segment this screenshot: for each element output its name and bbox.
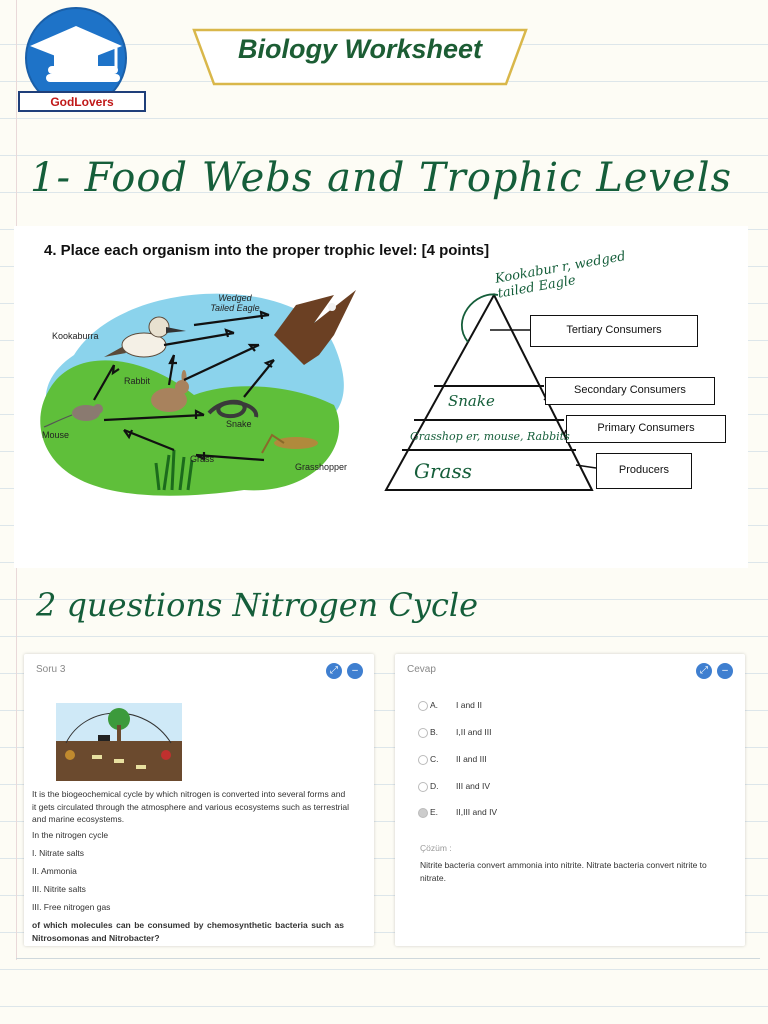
label-mouse: Mouse (42, 430, 70, 440)
question-lead: In the nitrogen cycle (32, 830, 109, 840)
option-b[interactable]: B. I,II and III (418, 727, 491, 738)
answer-producers: Grass (414, 459, 472, 483)
radio-icon[interactable] (418, 701, 428, 711)
question-item-3: III. Nitrite salts (32, 884, 86, 894)
option-d[interactable]: D. III and IV (418, 781, 490, 792)
answer-card (395, 654, 745, 946)
radio-icon[interactable] (418, 728, 428, 738)
question-item-2: II. Ammonia (32, 866, 77, 876)
label-rabbit: Rabbit (124, 376, 151, 386)
worksheet-title: Biology Worksheet (237, 34, 483, 64)
minus-icon[interactable]: – (717, 663, 733, 679)
question-card-header: Soru 3 (36, 664, 66, 675)
question-item-1: I. Nitrate salts (32, 848, 84, 858)
answer-tertiary: Kookabur r, wedged tailed Eagle (494, 249, 627, 302)
question-ask: of which molecules can be consumed by chemosynthetic bacteria such as Nitrosomonas and Nitrobacter? (32, 920, 344, 943)
box-secondary: Secondary Consumers (545, 377, 715, 405)
brand-label: GodLovers (18, 91, 146, 112)
label-grass: Grass (190, 454, 215, 464)
solution-label: Çözüm : (420, 843, 452, 853)
question-intro: It is the biogeochemical cycle by which nitrogen is converted into several forms and it gets circulated through the atmosphere and various ecosystems such as terrestrial and marine ecosystems. (32, 789, 350, 824)
answer-primary: Grasshop er, mouse, Rabbits (410, 430, 570, 443)
option-c[interactable]: C. II and III (418, 754, 487, 765)
option-e[interactable]: E. II,III and IV (418, 807, 497, 818)
bottom-divider (16, 958, 760, 959)
answer-secondary: Snake (448, 392, 495, 410)
box-primary: Primary Consumers (566, 415, 726, 443)
question-item-4: III. Free nitrogen gas (32, 902, 111, 912)
question-title: 4. Place each organism into the proper trophic level: [4 points] (44, 242, 490, 259)
radio-icon[interactable] (418, 755, 428, 765)
radio-icon[interactable] (418, 782, 428, 792)
box-producers: Producers (596, 453, 692, 489)
label-kookaburra: Kookaburra (52, 331, 99, 341)
expand-icon[interactable]: ⤢ (326, 663, 342, 679)
radio-selected-icon[interactable] (418, 808, 428, 818)
box-tertiary: Tertiary Consumers (530, 315, 698, 347)
option-a[interactable]: A. I and II (418, 700, 482, 711)
solution-text: Nitrite bacteria convert ammonia into nitrite. Nitrate bacteria convert nitrite to nitrate. (420, 860, 707, 883)
answer-card-header: Cevap (407, 664, 436, 675)
nitrogen-cycle-image (56, 703, 182, 781)
section2-heading: 2 questions Nitrogen Cycle (36, 586, 479, 624)
label-eagle: Wedged Tailed Eagle (210, 293, 260, 313)
food-web-diagram (34, 285, 374, 505)
label-snake: Snake (226, 419, 252, 429)
label-grasshopper: Grasshopper (295, 462, 348, 472)
expand-icon[interactable]: ⤢ (696, 663, 712, 679)
section1-heading: 1- Food Webs and Trophic Levels (30, 155, 733, 201)
minus-icon[interactable]: – (347, 663, 363, 679)
